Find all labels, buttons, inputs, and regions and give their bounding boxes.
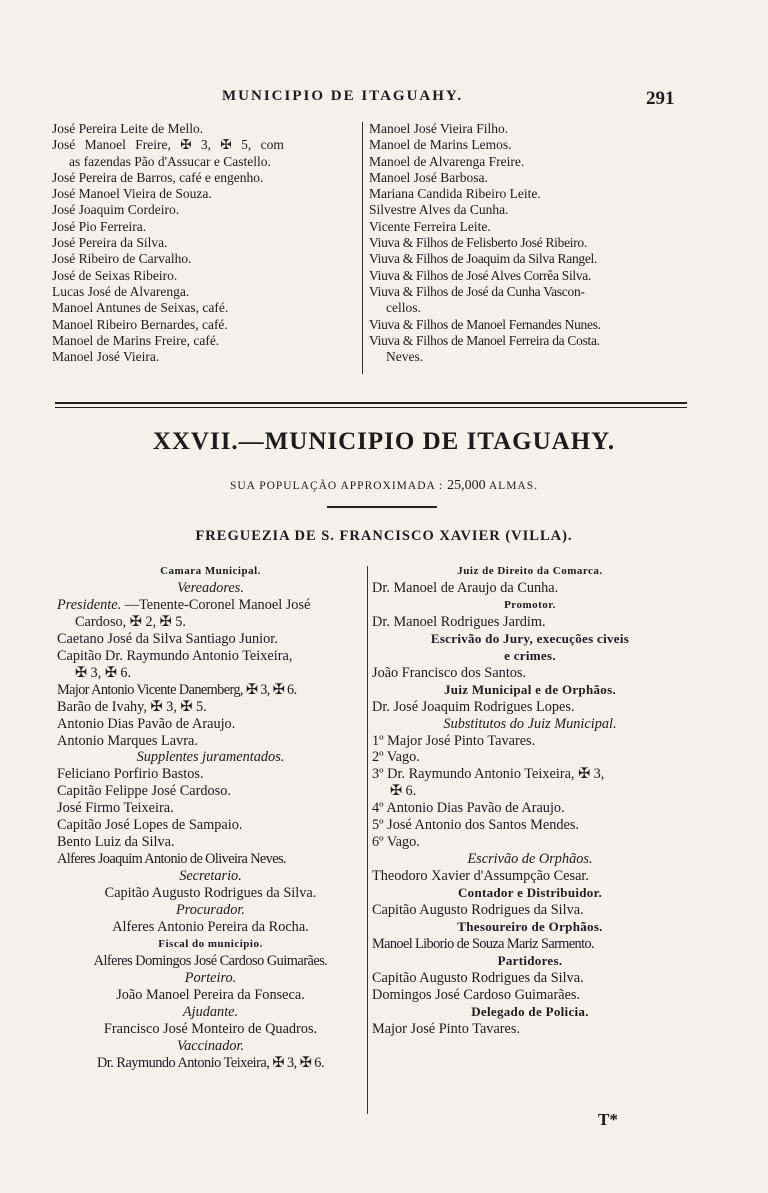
- list-item: Viuva & Filhos de Manoel Ferreira da Costa.: [369, 332, 600, 348]
- subheading: Delegado de Policia.: [471, 1003, 589, 1019]
- top-left-list: [52, 121, 358, 365]
- section-title: XXVII.—MUNICIPIO DE ITAGUAHY.: [152, 428, 616, 455]
- list-item: Alferes Domingos José Cardoso Guimarães.: [93, 952, 328, 969]
- subheading: Supplentes juramentados.: [136, 749, 285, 766]
- list-item: Alferes Antonio Pereira da Rocha.: [112, 919, 309, 936]
- subheading: Ajudante.: [182, 1003, 239, 1020]
- list-item: Manoel Ribeiro Bernardes, café.: [52, 316, 228, 332]
- list-item: José Pereira Leite de Mello.: [52, 121, 204, 136]
- population-value: 25,000: [447, 478, 486, 493]
- list-item: Feliciano Porfirio Bastos.: [57, 766, 204, 783]
- subheading: Promotor.: [504, 598, 556, 611]
- list-item: Bento Luiz da Silva.: [57, 834, 175, 851]
- list-item: João Francisco dos Santos.: [372, 664, 527, 681]
- short-rule: [327, 506, 437, 508]
- list-item: [57, 597, 364, 614]
- list-item: Lucas José de Alvarenga.: [52, 283, 190, 299]
- list-item: Francisco José Monteiro de Quadros.: [103, 1020, 318, 1037]
- list-item: cellos.: [386, 300, 421, 316]
- list-item: 4º Antonio Dias Pavão de Araujo.: [372, 800, 565, 817]
- subheading: Secretario.: [179, 868, 242, 885]
- subheading: Partidores.: [497, 952, 563, 968]
- list-item: Neves.: [386, 349, 424, 365]
- list-item: Viuva & Filhos de José da Cunha Vascon-: [369, 283, 585, 299]
- list-item: Capitão Felippe José Cardoso.: [57, 783, 231, 800]
- subheading: Vereadores.: [177, 579, 244, 596]
- subheading: Juiz Municipal e de Orphãos.: [444, 681, 616, 697]
- list-item: Dr. Raymundo Antonio Teixeira, ✠ 3, ✠ 6.: [96, 1054, 325, 1071]
- subheading: Thesoureiro de Orphãos.: [457, 919, 603, 935]
- list-item: Dr. Manoel de Araujo da Cunha.: [372, 579, 559, 596]
- population-line: [0, 478, 768, 494]
- left-column: [57, 563, 364, 1072]
- list-item: Domingos José Cardoso Guimarães.: [372, 986, 581, 1003]
- list-item: Viuva & Filhos de José Alves Corrêa Silva.: [369, 267, 592, 283]
- list-item: José Pio Ferreira.: [52, 218, 147, 234]
- list-item: Dr. Manoel Rodrigues Jardim.: [372, 613, 546, 630]
- list-item: Manoel Antunes de Seixas, café.: [52, 300, 229, 316]
- list-item: Capitão Augusto Rodrigues da Silva.: [372, 902, 584, 919]
- list-item: Barão de Ivahy, ✠ 3, ✠ 5.: [57, 698, 207, 715]
- double-rule-top: [55, 402, 687, 404]
- list-item: José Ribeiro de Carvalho.: [52, 251, 192, 267]
- population-label: SUA POPULAÇÃO APPROXIMADA :: [229, 480, 444, 492]
- list-item: Caetano José da Silva Santiago Junior.: [57, 630, 278, 647]
- subheading: Escrivão de Orphãos.: [467, 851, 593, 868]
- page-number: 291: [646, 88, 675, 109]
- subheading: Fiscal do municipio.: [158, 937, 263, 950]
- list-item: Theodoro Xavier d'Assumpção Cesar.: [372, 868, 589, 885]
- role-label: Presidente.: [57, 596, 122, 613]
- list-item: as fazendas Pão d'Assucar e Castello.: [69, 153, 271, 169]
- list-item: José Joaquim Cordeiro.: [52, 202, 180, 218]
- subheading: Porteiro.: [184, 969, 237, 986]
- list-item: José Pereira de Barros, café e engenho.: [52, 169, 264, 185]
- population-unit: ALMAS.: [488, 480, 539, 492]
- subheading: Escrivão do Jury, execuções civeis: [430, 630, 630, 646]
- subheading: Substitutos do Juiz Municipal.: [443, 715, 617, 732]
- list-item: ✠ 6.: [390, 783, 417, 800]
- list-item: Manoel José Barbosa.: [369, 169, 488, 185]
- list-item: Alferes Joaquim Antonio de Oliveira Neves.: [57, 851, 286, 868]
- column-divider: [362, 122, 363, 374]
- list-item: Mariana Candida Ribeiro Leite.: [369, 186, 541, 202]
- list-item: José Manoel Vieira de Souza.: [52, 186, 212, 202]
- list-item: Viuva & Filhos de Felisberto José Ribeiro.: [369, 235, 587, 251]
- list-item: Capitão Augusto Rodrigues da Silva.: [372, 969, 584, 986]
- list-item: Manoel de Alvarenga Freire.: [369, 153, 525, 169]
- list-item: ✠ 3, ✠ 6.: [75, 664, 132, 681]
- running-title: MUNICIPIO DE ITAGUAHY.: [222, 88, 464, 104]
- list-item: José Firmo Teixeira.: [57, 800, 174, 817]
- list-item: Antonio Dias Pavão de Araujo.: [57, 715, 236, 732]
- list-item: 2º Vago.: [372, 749, 420, 766]
- subheading: Procurador.: [176, 902, 245, 919]
- list-item: Capitão José Lopes de Sampaio.: [57, 817, 243, 834]
- column-divider: [367, 566, 368, 1114]
- double-rule-bottom: [55, 407, 687, 408]
- subheading: Vaccinador.: [176, 1037, 245, 1054]
- list-item: Viuva & Filhos de Joaquim da Silva Rangel.: [369, 251, 598, 267]
- list-item: Vicente Ferreira Leite.: [369, 218, 491, 234]
- list-item: Capitão Augusto Rodrigues da Silva.: [104, 885, 317, 902]
- page-header: [0, 88, 768, 110]
- list-item: Major José Pinto Tavares.: [372, 1020, 521, 1037]
- freguezia-heading: FREGUEZIA DE S. FRANCISCO XAVIER (VILLA).: [195, 528, 573, 544]
- list-item: 6º Vago.: [372, 834, 420, 851]
- list-item: 1º Major José Pinto Tavares.: [372, 732, 536, 749]
- list-item: Silvestre Alves da Cunha.: [369, 202, 509, 218]
- list-item: Capitão Dr. Raymundo Antonio Teixeira,: [57, 647, 293, 664]
- subheading: Camara Municipal.: [160, 565, 261, 577]
- list-item: Manoel de Marins Freire, café.: [52, 332, 220, 348]
- list-item: José de Seixas Ribeiro.: [52, 267, 178, 283]
- list-item: Manoel José Vieira.: [52, 349, 160, 365]
- subheading: e crimes.: [504, 647, 556, 663]
- signature-mark: T*: [598, 1110, 618, 1129]
- list-item: João Manoel Pereira da Fonseca.: [116, 986, 305, 1003]
- list-item: Dr. José Joaquim Rodrigues Lopes.: [372, 698, 575, 715]
- list-item: Manoel Liborio de Souza Mariz Sarmento.: [372, 935, 594, 952]
- subheading: Juiz de Direito da Comarca.: [457, 565, 603, 577]
- list-item: Viuva & Filhos de Manoel Fernandes Nunes.: [369, 316, 601, 332]
- list-item: Manoel de Marins Lemos.: [369, 137, 512, 153]
- subheading: Contador e Distribuidor.: [457, 885, 603, 901]
- list-item: Major Antonio Vicente Danemberg, ✠ 3, ✠ 6.: [57, 681, 297, 698]
- role-holder: —Tenente-Coronel Manoel José: [124, 596, 311, 613]
- list-item: 3º Dr. Raymundo Antonio Teixeira, ✠ 3,: [372, 766, 605, 783]
- right-column: [372, 563, 688, 1038]
- top-right-list: [369, 121, 689, 365]
- list-item: 5º José Antonio dos Santos Mendes.: [372, 817, 579, 834]
- list-item: Cardoso, ✠ 2, ✠ 5.: [75, 613, 186, 630]
- list-item: Manoel José Vieira Filho.: [369, 121, 509, 136]
- list-item: Antonio Marques Lavra.: [57, 732, 198, 749]
- list-item: José Pereira da Silva.: [52, 235, 168, 251]
- list-item: José Manoel Freire, ✠ 3, ✠ 5, com: [52, 137, 284, 153]
